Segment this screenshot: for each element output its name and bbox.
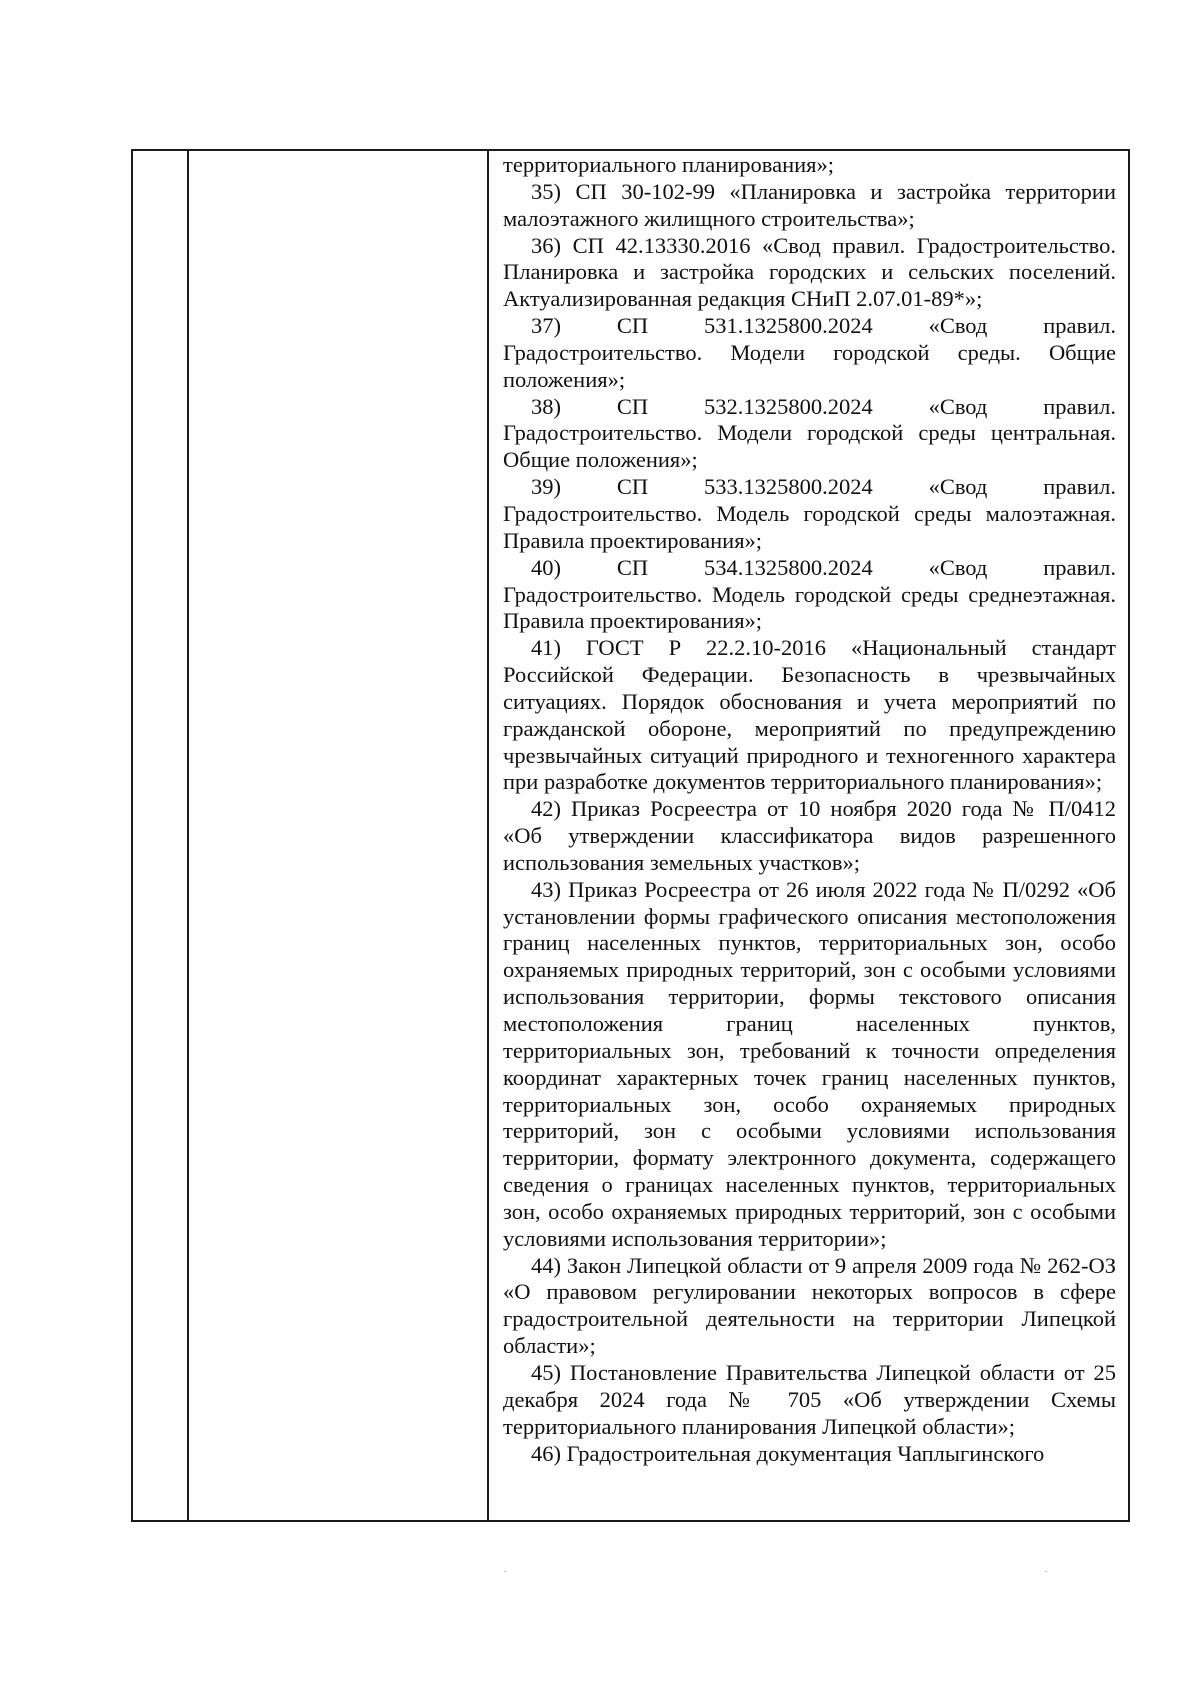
list-item-36: 36) СП 42.13330.2016 «Свод правил. Градостроительство. Планировка и застройка городских и сельских поселений. Актуализированная редакция СНиП 2.07.01-89*»; <box>503 232 1116 312</box>
list-item-37: 37) СП 531.1325800.2024 «Свод правил. Градостроительство. Модели городской среды. Общие положения»; <box>503 313 1116 392</box>
document-table <box>131 149 1130 1522</box>
table-column-number <box>133 151 189 1520</box>
table-column-content <box>489 151 1128 1520</box>
list-item-39: 39) СП 533.1325800.2024 «Свод правил. Градостроительство. Модель городской среды малоэтажная. Правила проектирования»; <box>503 474 1116 553</box>
list-item-45: 45) Постановление Правительства Липецкой области от 25 декабря 2024 года № 705 «Об утверждении Схемы территориального планирования Липецкой области»; <box>503 1359 1116 1439</box>
list-item-42: 42) Приказ Росреестра от 10 ноября 2020 года № П/0412 «Об утверждении классификатора видов разрешенного использования земельных участков»; <box>503 796 1116 875</box>
list-item-43: 43) Приказ Росреестра от 26 июля 2022 года № П/0292 «Об установлении формы графического описания местоположения границ населенных пунктов, территориальных зон, особо охраняемых природных территорий, зон с особыми условиями использования территории, формы текстового описания местоположения границ населенных пунктов, территориальных зон, требований к точности определения координат характерных точек границ населенных пунктов, территориальных зон, особо охраняемых природных территорий, зон с особыми условиями использования территории, формату электронного документа, содержащего сведения о границах населенных пунктов, территориальных зон, особо охраняемых природных территорий, зон с особыми условиями использования территории»; <box>503 876 1116 1251</box>
list-item-44: 44) Закон Липецкой области от 9 апреля 2009 года № 262-ОЗ «О правовом регулировании некоторых вопросов в сфере градостроительной деятельности на территории Липецкой области»; <box>503 1252 1116 1359</box>
list-item-35: 35) СП 30-102-99 «Планировка и застройка территории малоэтажного жилищного строительства»; <box>503 178 1116 231</box>
table-column-name <box>189 151 489 1520</box>
list-item-38: 38) СП 532.1325800.2024 «Свод правил. Градостроительство. Модели городской среды центральная. Общие положения»; <box>503 393 1116 473</box>
list-item-40: 40) СП 534.1325800.2024 «Свод правил. Градостроительство. Модель городской среды среднеэтажная. Правила проектирования»; <box>503 554 1116 634</box>
scan-artifact <box>504 1571 506 1572</box>
list-item-46: 46) Градостроительная документация Чаплыгинского <box>531 1440 1045 1466</box>
scan-artifact <box>1045 1571 1047 1572</box>
list-item-continuation: территориального планирования»; <box>503 152 835 177</box>
list-item-41: 41) ГОСТ Р 22.2.10-2016 «Национальный стандарт Российской Федерации. Безопасность в чрезвычайных ситуациях. Порядок обоснования и учета мероприятий по гражданской обороне, мероприятий по предупреждению чрезвычайных ситуаций природного и техногенного характера при разработке документов территориального планирования»; <box>503 635 1116 795</box>
